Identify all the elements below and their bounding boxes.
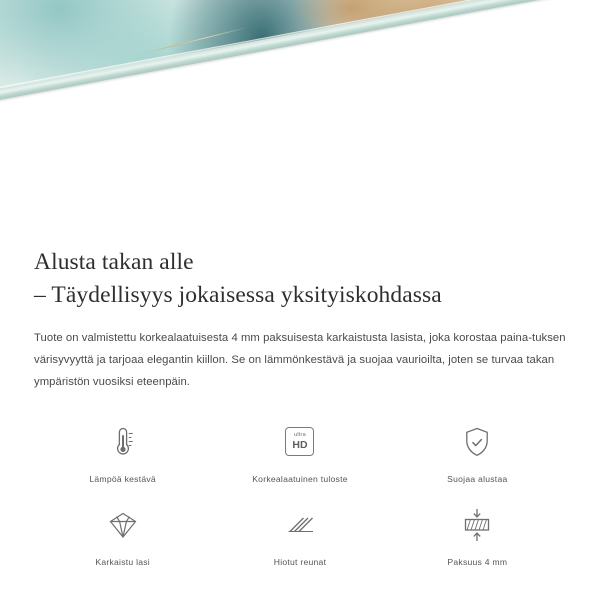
page-title: [34, 246, 566, 313]
feature-heat-resistant: [34, 419, 211, 484]
feature-thickness: [389, 502, 566, 567]
thickness-arrows-icon: [457, 502, 497, 548]
sparkle-icon: ✦: [556, 185, 566, 197]
feature-label: Hiotut reunat: [273, 556, 327, 567]
diamond-icon: [103, 502, 143, 548]
feature-surface-protection: [389, 419, 566, 484]
thermometer-icon: [106, 419, 140, 465]
ultra-hd-top-text: ultra: [294, 432, 306, 439]
product-description: Tuote on valmistettu korkealaatuisesta 4 mm paksuisesta karkaistusta lasista, joka korostaa paina-tuksen värisyvyyttä ja tarjoaa elegantin kiillon. Se on lämmönkestävä ja suojaa vaurioilta, joten se turvaa takan ympäristön vuosiksi eteenpäin.: [34, 331, 566, 388]
feature-tempered-glass: [34, 502, 211, 567]
ultra-hd-icon: [285, 419, 314, 465]
feature-label: Paksuus 4 mm: [447, 556, 508, 567]
feature-label: Suojaa alustaa: [447, 473, 508, 484]
feature-label: Lämpöä kestävä: [89, 473, 156, 484]
shield-check-icon: [460, 419, 494, 465]
hero-image: [0, 0, 600, 228]
feature-label: Karkaistu lasi: [95, 556, 150, 567]
sparkle-icon: ✦: [524, 167, 539, 186]
feature-print-quality: [211, 419, 388, 484]
headline-line-2: – Täydellisyys jokaisessa yksityiskohdassa: [34, 282, 442, 309]
headline-line-1: Alusta takan alle: [34, 249, 194, 275]
polished-edges-icon: [280, 502, 320, 548]
feature-polished-edges: [211, 502, 388, 567]
ultra-hd-bottom-text: HD: [292, 438, 308, 451]
feature-label: Korkealaatuinen tuloste: [252, 473, 348, 484]
sparkle-icon: ✦: [540, 195, 547, 204]
content-area: [0, 246, 600, 567]
feature-grid: [34, 419, 566, 567]
